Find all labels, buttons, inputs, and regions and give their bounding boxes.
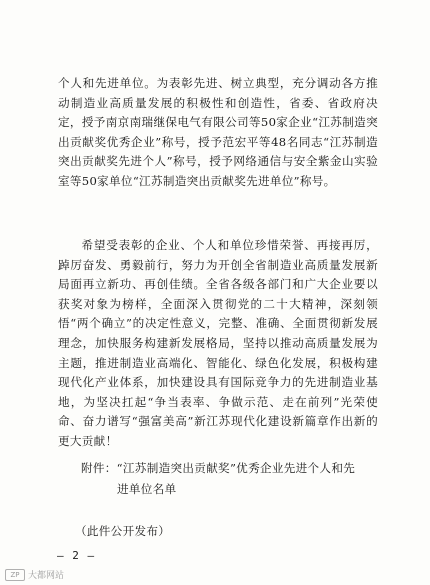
paragraph-2-text: 希望受表彰的企业、个人和单位珍惜荣誉、再接再厉，踔厉奋发、勇毅前行，努力为开创全省制造业高质量发展新局面再立新功、再创佳绩。全省各级各部门和广大企业要以获奖对象为榜样，全面深入贯彻党的二十大精神，深刻领悟“两个确立”的决定性意义，完整、准确、全面贯彻新发展理念，加快服务构建新发展格局，坚持以推动高质量发展为主题，推进制造业高端化、智能化、绿色化发展，积极构建现代化产业体系，加快建设具有国际竞争力的先进制造业基地，为坚决扛起“争当表率、争做示范、走在前列”光荣使命、奋力谱写“强富美高”新江苏现代化建设新篇章作出新的更大贡献！ xyxy=(58,238,378,448)
page-number: — 2 — xyxy=(57,549,96,562)
attachment-note xyxy=(81,458,381,500)
watermark-logo-icon: ZP xyxy=(5,569,25,581)
publication-notice: （此件公开发布） xyxy=(75,524,171,538)
attachment-line-1: 附件：“江苏制造突出贡献奖”优秀企业先进个人和先 xyxy=(81,461,356,475)
attachment-line-2: 进单位名单 xyxy=(117,482,177,496)
watermark xyxy=(5,568,64,581)
watermark-text: 大都网站 xyxy=(28,571,65,581)
paragraph-1: 个人和先进单位。为表彰先进、树立典型，充分调动各方推动制造业高质量发展的积极性和创造性，省委、省政府决定，授予南京南瑞继保电气有限公司等50家企业“江苏制造突出贡献奖优秀企业”称号，授予范宏平等48名同志“江苏制造突出贡献奖先进个人”称号，授予网络通信与安全紫金山实验室等50家单位“江苏制造突出贡献奖先进单位”称号。 xyxy=(58,76,378,188)
paragraph-2 xyxy=(58,236,378,452)
